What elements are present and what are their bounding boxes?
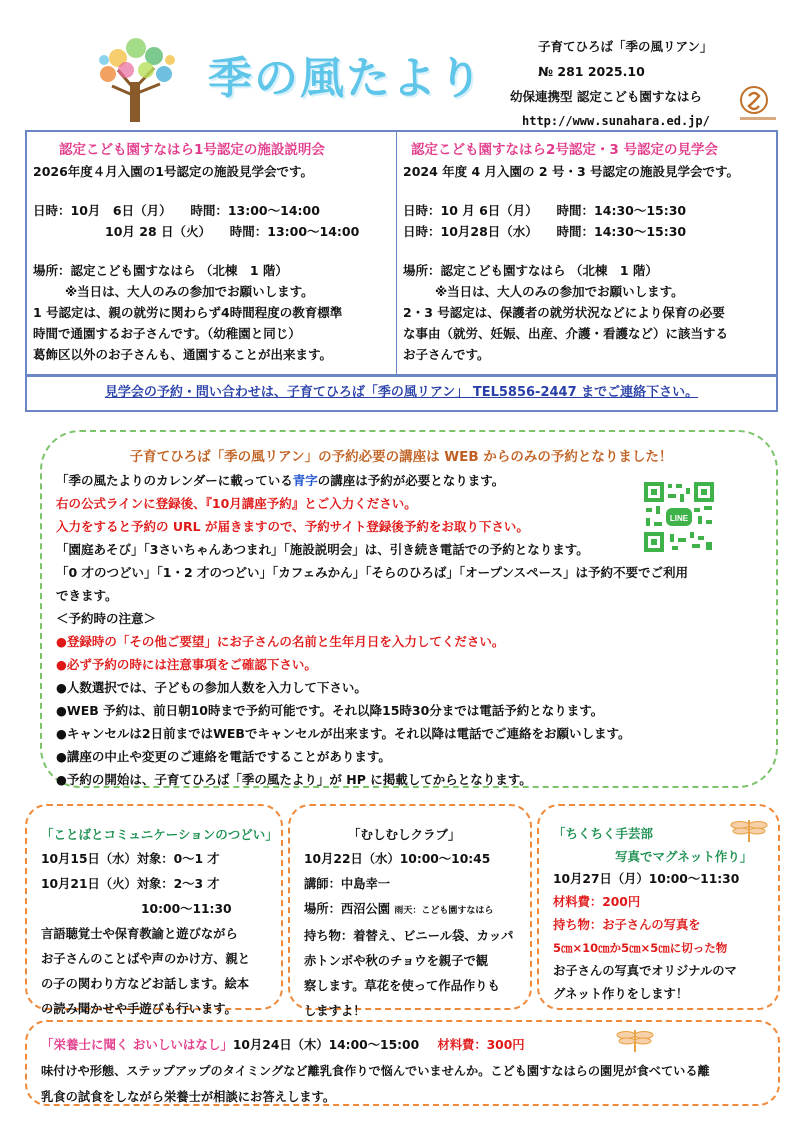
tour-desc3: お子さんです。	[403, 347, 490, 362]
info-session-intro: 2026年度４月入園の1号認定の施設見学会です。	[33, 164, 313, 179]
header	[0, 0, 800, 128]
mushi-line-6: 察します。草花を使って作品作りも	[304, 979, 500, 993]
info-session-place: 場所：認定こども園すなはら （北棟 1 階）	[33, 263, 288, 278]
mushi-rain-note: 雨天：こども園すなはら	[394, 906, 494, 916]
web-line-7: ＜予約時の注意＞	[56, 611, 157, 626]
web-line-14: ●予約の開始は、子育てひろば「季の風たより」が HP に掲載してからとなります。	[56, 772, 532, 787]
qr-line-label: LINE	[669, 514, 689, 523]
header-school: 幼保連携型 認定こども園すなはら	[510, 89, 702, 104]
eiyou-fee: 材料費：300円	[437, 1038, 525, 1052]
tour-intro: 2024 年度 4 月入園の 2 号・3 号認定の施設見学会です。	[403, 164, 739, 179]
tree-icon	[88, 30, 184, 126]
logo-icon	[738, 84, 778, 124]
kotoba-line-4: 言語聴覚士や保育教諭と遊びながら	[41, 927, 238, 941]
chiku-line-2: 材料費：200円	[553, 895, 641, 909]
kotoba-line-1: 10月15日（水）対象：0～1 才	[41, 852, 220, 866]
chiku-line-4: 5㎝×10㎝か5㎝×5㎝に切った物	[553, 941, 728, 955]
chiku-line-5: お子さんの写真でオリジナルのマ	[553, 964, 737, 978]
eiyou-line-1: 味付けや形態、ステップアップのタイミングなど離乳食作りで悩んでいませんか。こども園すなはらの園児が食べている離	[41, 1064, 710, 1078]
page-title: 季の風たより	[208, 53, 484, 104]
info-session-heading: 認定こども園すなはら1号認定の施設説明会	[59, 142, 325, 158]
info-session-box	[25, 130, 397, 376]
header-url[interactable]: http://www.sunahara.ed.jp/	[522, 114, 710, 128]
web-reservation-box	[40, 430, 778, 788]
blue-text-label: 青字	[292, 473, 318, 488]
kotoba-title: 「ことばとコミュニケーションのつどい」	[41, 827, 278, 842]
web-line-5: 「0 才のつどい」「1・2 才のつどい」「カフェみかん」「そらのひろば」「オープンスペース」は予約不要でご利用	[56, 565, 689, 580]
eiyou-title: 「栄養士に聞く おいしいはなし」	[41, 1037, 233, 1052]
info-session-desc2: 時間で通園するお子さんです。（幼稚園と同じ）	[33, 326, 301, 341]
info-session-date1: 日時：10月 6日（月） 時間：13:00～14:00	[33, 203, 320, 218]
web-line-3: 入力をすると予約の URL が届きますので、予約サイト登録後予約をお取り下さい。	[56, 519, 529, 534]
kotoba-event-box	[25, 804, 283, 1016]
contact-text: 見学会の予約・問い合わせは、子育てひろば「季の風リアン」 TEL5856-2447 までご連絡下さい。	[104, 385, 699, 400]
info-session-date2: 10月 28 日（火） 時間：13:00～14:00	[105, 224, 360, 239]
info-session-desc1: 1 号認定は、親の就労に関わらず4時間程度の教育標準	[33, 305, 343, 320]
tour-date1: 日時：10 月 6日（月） 時間：14:30～15:30	[403, 203, 687, 218]
mushi-line-7: しますよ！	[304, 1004, 366, 1018]
chiku-title-2: 写真でマグネット作り」	[615, 849, 753, 864]
web-line-6: できます。	[56, 588, 118, 603]
info-session-desc3: 葛飾区以外のお子さんも、通園することが出来ます。	[33, 347, 333, 362]
web-line-4: 「園庭あそび」「3さいちゃんあつまれ」「施設説明会」は、引き続き電話での予約となります。	[56, 542, 589, 557]
web-title: 子育てひろば「季の風リアン」の予約必要の講座は WEB からのみの予約となりました！	[129, 449, 673, 465]
mushi-line-1: 10月22日（水）10:00～10:45	[304, 852, 491, 866]
tour-desc2: な事由（就労、妊娠、出産、介護・看護など）に該当する	[403, 326, 729, 341]
eiyou-line-2: 乳食の試食をしながら栄養士が相談にお答えします。	[41, 1090, 336, 1104]
kotoba-line-2: 10月21日（火）対象：2～3 才	[41, 877, 220, 891]
header-issue: № 281 2025.10	[538, 64, 645, 79]
web-line-1: 「季の風たよりのカレンダーに載っている青字の講座は予約が必要となります。	[56, 473, 505, 488]
mushi-event-box	[288, 804, 532, 1018]
tour-note: ※当日は、大人のみの参加でお願いします。	[435, 284, 684, 299]
web-line-8: ●登録時の「その他ご要望」にお子さんの名前と生年月日を入力してください。	[56, 634, 505, 649]
eiyou-event-box	[25, 1020, 780, 1106]
web-line-10: ●人数選択では、子どもの参加人数を入力して下さい。	[56, 680, 367, 695]
chikuchiku-event-box	[537, 804, 780, 1010]
mushi-line-3: 場所：西沼公園 雨天：こども園すなはら	[304, 902, 494, 916]
eiyou-date: 10月24日（木）14:00～15:00	[232, 1038, 420, 1052]
mushi-title: 「むしむしクラブ」	[348, 827, 461, 842]
web-line-9: ●必ず予約の時には注意事項をご確認下さい。	[56, 657, 317, 672]
mushi-line-4: 持ち物：着替え、ビニール袋、カッパ	[304, 929, 514, 943]
eiyou-heading-line	[41, 1032, 778, 1058]
kotoba-line-5: お子さんのことばや声のかけ方、親と	[41, 952, 251, 966]
mushi-line-2: 講師：中島幸一	[304, 877, 391, 891]
kotoba-line-6: の子の関わり方などお話します。絵本	[41, 977, 250, 991]
tour-date2: 日時：10月28日（水） 時間：14:30～15:30	[403, 224, 687, 239]
qr-code-icon[interactable]	[642, 480, 716, 554]
dragonfly-icon	[729, 816, 769, 844]
tour-desc1: 2・3 号認定は、保護者の就労状況などにより保育の必要	[403, 305, 725, 320]
kotoba-line-7: の読み聞かせや手遊びも行います。	[41, 1002, 237, 1016]
chiku-line-1: 10月27日（月）10:00～11:30	[553, 872, 740, 886]
dragonfly-icon	[615, 1026, 655, 1054]
header-org: 子育てひろば「季の風リアン」	[538, 39, 713, 54]
info-session-note: ※当日は、大人のみの参加でお願いします。	[65, 284, 314, 299]
web-line-2: 右の公式ラインに登録後、『10月講座予約』とご入力ください。	[56, 496, 417, 511]
tour-heading: 認定こども園すなはら2号認定・3 号認定の見学会	[411, 142, 718, 158]
tour-box	[396, 130, 778, 376]
chiku-title-1: 「ちくちく手芸部	[553, 826, 654, 841]
mushi-line-5: 赤トンボや秋のチョウを親子で観	[304, 954, 489, 968]
web-line-12: ●キャンセルは2日前まではWEBでキャンセルが出来ます。それ以降は電話でご連絡をお願いします。	[56, 726, 631, 741]
contact-box	[25, 376, 778, 412]
web-line-13: ●講座の中止や変更のご連絡を電話ですることがあります。	[56, 749, 391, 764]
chiku-line-6: グネット作りをします！	[553, 987, 689, 1001]
tour-place: 場所：認定こども園すなはら （北棟 1 階）	[403, 263, 658, 278]
chiku-line-3: 持ち物：お子さんの写真を	[553, 918, 701, 932]
kotoba-line-3: 10:00～11:30	[141, 902, 232, 916]
web-line-11: ●WEB 予約は、前日朝10時まで予約可能です。それ以降15時30分までは電話予約となります。	[56, 703, 604, 718]
